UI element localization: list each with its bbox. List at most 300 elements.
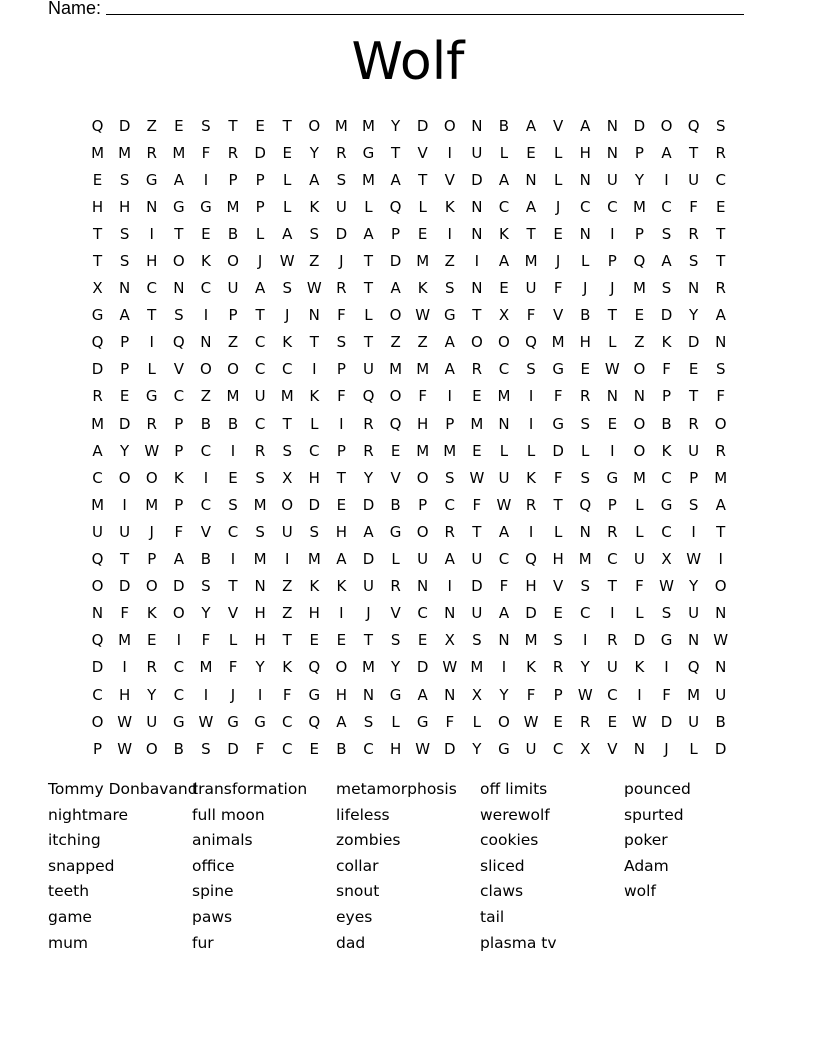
- grid-letter: D: [443, 739, 456, 758]
- grid-letter: S: [472, 631, 482, 650]
- grid-letter: M: [91, 143, 105, 162]
- grid-letter: Z: [200, 387, 212, 406]
- grid-letter: G: [173, 197, 185, 216]
- word-list-item: spine: [192, 882, 234, 901]
- grid-letter: F: [201, 143, 211, 162]
- word-list-item: claws: [480, 882, 524, 901]
- grid-letter: W: [713, 631, 729, 650]
- grid-letter: S: [119, 224, 130, 243]
- grid-letter: R: [715, 279, 726, 298]
- grid-letter: G: [362, 143, 375, 162]
- grid-letter: G: [145, 387, 158, 406]
- grid-letter: F: [472, 495, 482, 514]
- grid-letter: I: [122, 495, 127, 514]
- word-list-item: mum: [48, 933, 89, 952]
- grid-letter: V: [227, 604, 239, 623]
- grid-letter: N: [498, 414, 510, 433]
- grid-letter: K: [309, 387, 320, 406]
- grid-letter: U: [281, 522, 293, 541]
- grid-letter: O: [660, 116, 673, 135]
- grid-letter: C: [444, 495, 455, 514]
- grid-letter: F: [662, 360, 671, 379]
- grid-letter: Q: [687, 116, 700, 135]
- grid-letter: A: [173, 550, 184, 569]
- grid-letter: F: [635, 577, 644, 596]
- grid-letter: H: [119, 685, 131, 704]
- grid-letter: T: [716, 224, 726, 243]
- grid-letter: F: [201, 631, 211, 650]
- grid-letter: Y: [390, 116, 401, 135]
- grid-letter: D: [118, 116, 131, 135]
- grid-letter: M: [199, 658, 213, 677]
- grid-letter: U: [362, 360, 374, 379]
- grid-letter: S: [445, 468, 455, 487]
- grid-letter: N: [362, 685, 375, 704]
- grid-letter: N: [606, 387, 618, 406]
- word-list-item: itching: [48, 831, 101, 850]
- grid-letter: C: [254, 333, 266, 352]
- grid-letter: O: [498, 712, 510, 731]
- grid-letter: T: [282, 631, 292, 650]
- grid-letter: C: [254, 360, 266, 379]
- grid-letter: N: [633, 387, 646, 406]
- word-list-item: snapped: [48, 856, 115, 875]
- grid-row: [84, 600, 734, 627]
- grid-letter: S: [526, 360, 536, 379]
- word-list-item: full moon: [192, 805, 265, 824]
- grid-letter: M: [470, 658, 484, 677]
- grid-letter: O: [172, 604, 185, 623]
- word-list-item: eyes: [336, 907, 373, 926]
- grid-row: [84, 410, 734, 437]
- grid-letter: C: [417, 604, 428, 623]
- grid-letter: E: [472, 441, 482, 460]
- grid-letter: U: [471, 604, 483, 623]
- grid-letter: E: [715, 197, 726, 216]
- grid-letter: M: [443, 441, 457, 460]
- grid-letter: G: [443, 306, 456, 325]
- grid-letter: R: [146, 658, 157, 677]
- grid-letter: E: [607, 414, 618, 433]
- grid-letter: L: [310, 414, 319, 433]
- grid-letter: M: [91, 495, 105, 514]
- grid-letter: L: [608, 333, 617, 352]
- grid-letter: Z: [282, 604, 293, 623]
- grid-letter: J: [339, 252, 344, 271]
- grid-letter: N: [471, 279, 483, 298]
- grid-letter: O: [416, 522, 429, 541]
- grid-letter: Q: [633, 252, 646, 271]
- grid-letter: A: [715, 306, 726, 325]
- grid-letter: U: [119, 522, 131, 541]
- grid-letter: T: [607, 306, 617, 325]
- grid-letter: U: [715, 685, 727, 704]
- grid-letter: I: [501, 658, 507, 677]
- grid-letter: V: [444, 170, 455, 189]
- grid-letter: F: [689, 197, 698, 216]
- grid-letter: I: [203, 306, 209, 325]
- grid-letter: M: [632, 468, 646, 487]
- grid-letter: P: [553, 685, 563, 704]
- grid-letter: E: [417, 631, 428, 650]
- grid-letter: N: [200, 333, 212, 352]
- grid-letter: I: [284, 550, 290, 569]
- grid-letter: I: [610, 224, 615, 243]
- grid-letter: B: [173, 739, 184, 758]
- word-list-item: nightmare: [48, 805, 129, 824]
- grid-letter: I: [339, 604, 344, 623]
- grid-letter: Q: [91, 631, 104, 650]
- grid-letter: E: [526, 143, 536, 162]
- grid-letter: I: [339, 414, 344, 433]
- grid-letter: N: [308, 306, 320, 325]
- grid-letter: M: [280, 387, 294, 406]
- grid-letter: P: [174, 441, 184, 460]
- grid-letter: Y: [120, 441, 130, 460]
- grid-letter: C: [146, 279, 157, 298]
- grid-letter: K: [661, 333, 672, 352]
- word-list-item: off limits: [480, 780, 548, 798]
- grid-letter: T: [336, 468, 346, 487]
- grid-letter: D: [660, 306, 673, 325]
- grid-letter: Z: [634, 333, 645, 352]
- grid-letter: I: [203, 468, 209, 487]
- grid-letter: N: [91, 604, 104, 623]
- grid-letter: O: [416, 468, 429, 487]
- grid-letter: F: [553, 279, 563, 298]
- grid-letter: M: [362, 116, 375, 135]
- grid-letter: Y: [689, 577, 699, 596]
- grid-letter: M: [687, 685, 701, 704]
- grid-letter: O: [714, 577, 727, 596]
- grid-letter: C: [173, 685, 185, 704]
- grid-letter: X: [580, 739, 591, 758]
- grid-row: [84, 681, 734, 708]
- grid-row: [84, 573, 734, 600]
- page-title: Wolf: [351, 32, 465, 92]
- letter-grid: [84, 112, 734, 762]
- grid-letter: I: [447, 577, 452, 596]
- grid-letter: P: [607, 252, 617, 271]
- grid-letter: A: [661, 143, 672, 162]
- grid-letter: J: [257, 252, 263, 271]
- grid-letter: I: [664, 170, 669, 189]
- grid-letter: H: [335, 522, 348, 541]
- grid-letter: G: [660, 631, 673, 650]
- grid-letter: I: [691, 522, 696, 541]
- grid-letter: W: [117, 712, 133, 731]
- grid-letter: L: [553, 143, 563, 162]
- grid-letter: E: [580, 360, 590, 379]
- grid-letter: T: [363, 631, 374, 650]
- word-list-item: teeth: [48, 882, 90, 901]
- grid-letter: C: [661, 522, 672, 541]
- grid-letter: J: [555, 197, 561, 216]
- grid-letter: D: [471, 577, 483, 596]
- grid-letter: S: [715, 116, 726, 135]
- grid-letter: O: [498, 333, 510, 352]
- grid-letter: O: [443, 116, 456, 135]
- grid-letter: D: [416, 658, 429, 677]
- grid-letter: I: [447, 143, 452, 162]
- grid-letter: K: [282, 333, 293, 352]
- grid-letter: Y: [201, 604, 211, 623]
- grid-letter: C: [498, 197, 510, 216]
- grid-letter: J: [230, 685, 236, 704]
- grid-letter: D: [525, 604, 537, 623]
- word-list-item: poker: [624, 831, 668, 850]
- grid-letter: S: [688, 252, 699, 271]
- grid-letter: J: [555, 252, 561, 271]
- grid-letter: D: [91, 658, 104, 677]
- grid-letter: R: [607, 631, 618, 650]
- grid-letter: R: [336, 279, 347, 298]
- grid-letter: D: [552, 441, 564, 460]
- grid-letter: G: [552, 360, 564, 379]
- grid-letter: U: [146, 712, 158, 731]
- grid-letter: Q: [91, 333, 104, 352]
- grid-letter: L: [391, 712, 400, 731]
- word-list-item: lifeless: [336, 805, 390, 824]
- grid-letter: E: [417, 224, 428, 243]
- grid-letter: S: [715, 360, 726, 379]
- grid-letter: A: [715, 495, 726, 514]
- grid-letter: Q: [91, 116, 104, 135]
- grid-letter: M: [389, 360, 403, 379]
- grid-letter: I: [176, 631, 182, 650]
- grid-letter: I: [203, 170, 209, 189]
- grid-letter: P: [255, 197, 265, 216]
- grid-letter: S: [580, 577, 590, 596]
- grid-letter: A: [390, 279, 401, 298]
- grid-letter: O: [227, 360, 239, 379]
- grid-letter: R: [444, 522, 455, 541]
- grid-letter: S: [228, 495, 238, 514]
- grid-letter: P: [120, 333, 130, 352]
- grid-letter: C: [200, 495, 212, 514]
- grid-letter: A: [498, 604, 510, 623]
- grid-letter: R: [390, 577, 401, 596]
- grid-letter: G: [227, 712, 239, 731]
- grid-letter: U: [688, 604, 700, 623]
- grid-letter: V: [390, 604, 401, 623]
- word-list-item: metamorphosis: [336, 780, 457, 798]
- grid-letter: F: [553, 387, 563, 406]
- grid-letter: T: [716, 252, 726, 271]
- grid-letter: M: [470, 414, 484, 433]
- grid-letter: H: [254, 631, 266, 650]
- grid-letter: M: [632, 197, 646, 216]
- grid-row: [84, 654, 734, 681]
- grid-letter: Q: [91, 550, 104, 569]
- grid-letter: L: [553, 522, 563, 541]
- grid-letter: Q: [172, 333, 185, 352]
- grid-letter: S: [119, 170, 130, 189]
- grid-letter: P: [174, 414, 184, 433]
- grid-letter: M: [362, 658, 375, 677]
- grid-letter: Y: [390, 658, 401, 677]
- grid-letter: Z: [417, 333, 428, 352]
- grid-letter: L: [581, 252, 590, 271]
- word-list-item: collar: [336, 856, 379, 875]
- grid-letter: F: [255, 739, 265, 758]
- grid-letter: L: [391, 550, 400, 569]
- grid-letter: H: [579, 143, 591, 162]
- grid-letter: D: [254, 143, 266, 162]
- grid-letter: S: [661, 604, 672, 623]
- grid-letter: G: [200, 197, 212, 216]
- word-list-item: werewolf: [480, 805, 550, 824]
- grid-letter: S: [119, 252, 130, 271]
- grid-letter: C: [552, 739, 564, 758]
- grid-letter: X: [471, 685, 482, 704]
- grid-letter: T: [282, 116, 292, 135]
- word-list-item: game: [48, 907, 92, 926]
- grid-letter: U: [688, 170, 700, 189]
- grid-letter: L: [364, 197, 373, 216]
- grid-letter: H: [146, 252, 158, 271]
- grid-letter: K: [526, 658, 536, 677]
- grid-letter: L: [499, 143, 509, 162]
- grid-letter: Y: [363, 468, 374, 487]
- grid-letter: P: [93, 739, 103, 758]
- grid-letter: M: [551, 333, 565, 352]
- grid-letter: P: [228, 306, 238, 325]
- grid-letter: S: [390, 631, 401, 650]
- grid-letter: C: [281, 712, 293, 731]
- grid-letter: A: [444, 550, 455, 569]
- grid-letter: I: [528, 414, 534, 433]
- grid-letter: E: [309, 739, 320, 758]
- grid-letter: M: [416, 360, 430, 379]
- grid-row: [84, 247, 734, 274]
- grid-letter: A: [525, 116, 537, 135]
- grid-letter: R: [336, 143, 347, 162]
- grid-letter: W: [686, 550, 702, 569]
- grid-letter: E: [553, 712, 563, 731]
- grid-letter: P: [418, 495, 428, 514]
- grid-letter: Q: [389, 414, 402, 433]
- grid-letter: Y: [634, 170, 644, 189]
- grid-letter: P: [120, 360, 130, 379]
- grid-letter: A: [661, 252, 672, 271]
- grid-letter: C: [607, 685, 618, 704]
- grid-letter: I: [637, 685, 642, 704]
- grid-letter: T: [472, 522, 482, 541]
- grid-letter: S: [174, 306, 184, 325]
- grid-letter: H: [254, 604, 266, 623]
- grid-letter: W: [469, 468, 485, 487]
- grid-letter: E: [255, 116, 265, 135]
- grid-letter: U: [525, 739, 537, 758]
- grid-letter: T: [92, 252, 103, 271]
- grid-letter: O: [227, 252, 239, 271]
- grid-letter: O: [145, 468, 158, 487]
- grid-letter: J: [149, 522, 154, 541]
- grid-letter: D: [362, 550, 375, 569]
- grid-letter: W: [144, 441, 160, 460]
- grid-letter: C: [173, 387, 185, 406]
- grid-letter: Z: [444, 252, 455, 271]
- grid-letter: C: [227, 522, 239, 541]
- grid-letter: W: [523, 712, 539, 731]
- grid-letter: W: [415, 739, 431, 758]
- grid-letter: Q: [308, 658, 321, 677]
- grid-letter: F: [120, 604, 129, 623]
- grid-letter: N: [146, 197, 158, 216]
- grid-letter: U: [688, 712, 700, 731]
- grid-letter: R: [363, 441, 374, 460]
- grid-letter: O: [389, 387, 402, 406]
- grid-letter: T: [689, 387, 699, 406]
- grid-letter: P: [336, 441, 346, 460]
- grid-letter: N: [444, 685, 456, 704]
- grid-letter: M: [226, 387, 240, 406]
- grid-letter: C: [498, 550, 510, 569]
- grid-letter: I: [718, 550, 723, 569]
- grid-letter: G: [606, 468, 619, 487]
- grid-letter: M: [632, 279, 646, 298]
- grid-letter: P: [661, 387, 672, 406]
- grid-letter: Q: [362, 387, 375, 406]
- grid-letter: M: [226, 197, 240, 216]
- grid-letter: G: [91, 306, 104, 325]
- grid-letter: A: [363, 522, 374, 541]
- grid-row: [84, 302, 734, 329]
- grid-letter: M: [118, 631, 132, 650]
- grid-letter: F: [282, 685, 292, 704]
- grid-letter: F: [228, 658, 238, 677]
- grid-letter: A: [390, 170, 401, 189]
- grid-letter: K: [661, 441, 672, 460]
- grid-letter: U: [362, 577, 374, 596]
- grid-row: [84, 627, 734, 654]
- grid-letter: H: [119, 197, 131, 216]
- grid-letter: N: [633, 739, 646, 758]
- grid-letter: L: [283, 197, 292, 216]
- grid-letter: R: [525, 495, 537, 514]
- grid-letter: P: [634, 143, 644, 162]
- grid-letter: K: [282, 658, 293, 677]
- grid-letter: M: [524, 252, 538, 271]
- grid-letter: F: [445, 712, 455, 731]
- grid-letter: Y: [147, 685, 157, 704]
- grid-letter: Y: [580, 658, 590, 677]
- grid-letter: I: [312, 360, 317, 379]
- grid-letter: N: [579, 170, 591, 189]
- grid-letter: I: [122, 658, 127, 677]
- grid-letter: W: [659, 577, 674, 596]
- grid-letter: I: [230, 550, 236, 569]
- grid-letter: M: [578, 550, 592, 569]
- grid-letter: T: [282, 414, 292, 433]
- grid-letter: N: [579, 224, 591, 243]
- grid-letter: S: [309, 522, 320, 541]
- grid-letter: B: [336, 739, 347, 758]
- grid-letter: W: [442, 658, 458, 677]
- grid-letter: S: [661, 224, 672, 243]
- grid-letter: S: [363, 712, 374, 731]
- grid-letter: Y: [689, 306, 699, 325]
- grid-letter: R: [715, 143, 726, 162]
- grid-letter: P: [445, 414, 455, 433]
- grid-letter: K: [309, 577, 320, 596]
- grid-letter: M: [253, 550, 267, 569]
- grid-letter: M: [172, 143, 186, 162]
- grid-letter: L: [553, 170, 563, 189]
- grid-row: [84, 491, 734, 518]
- grid-letter: H: [308, 468, 320, 487]
